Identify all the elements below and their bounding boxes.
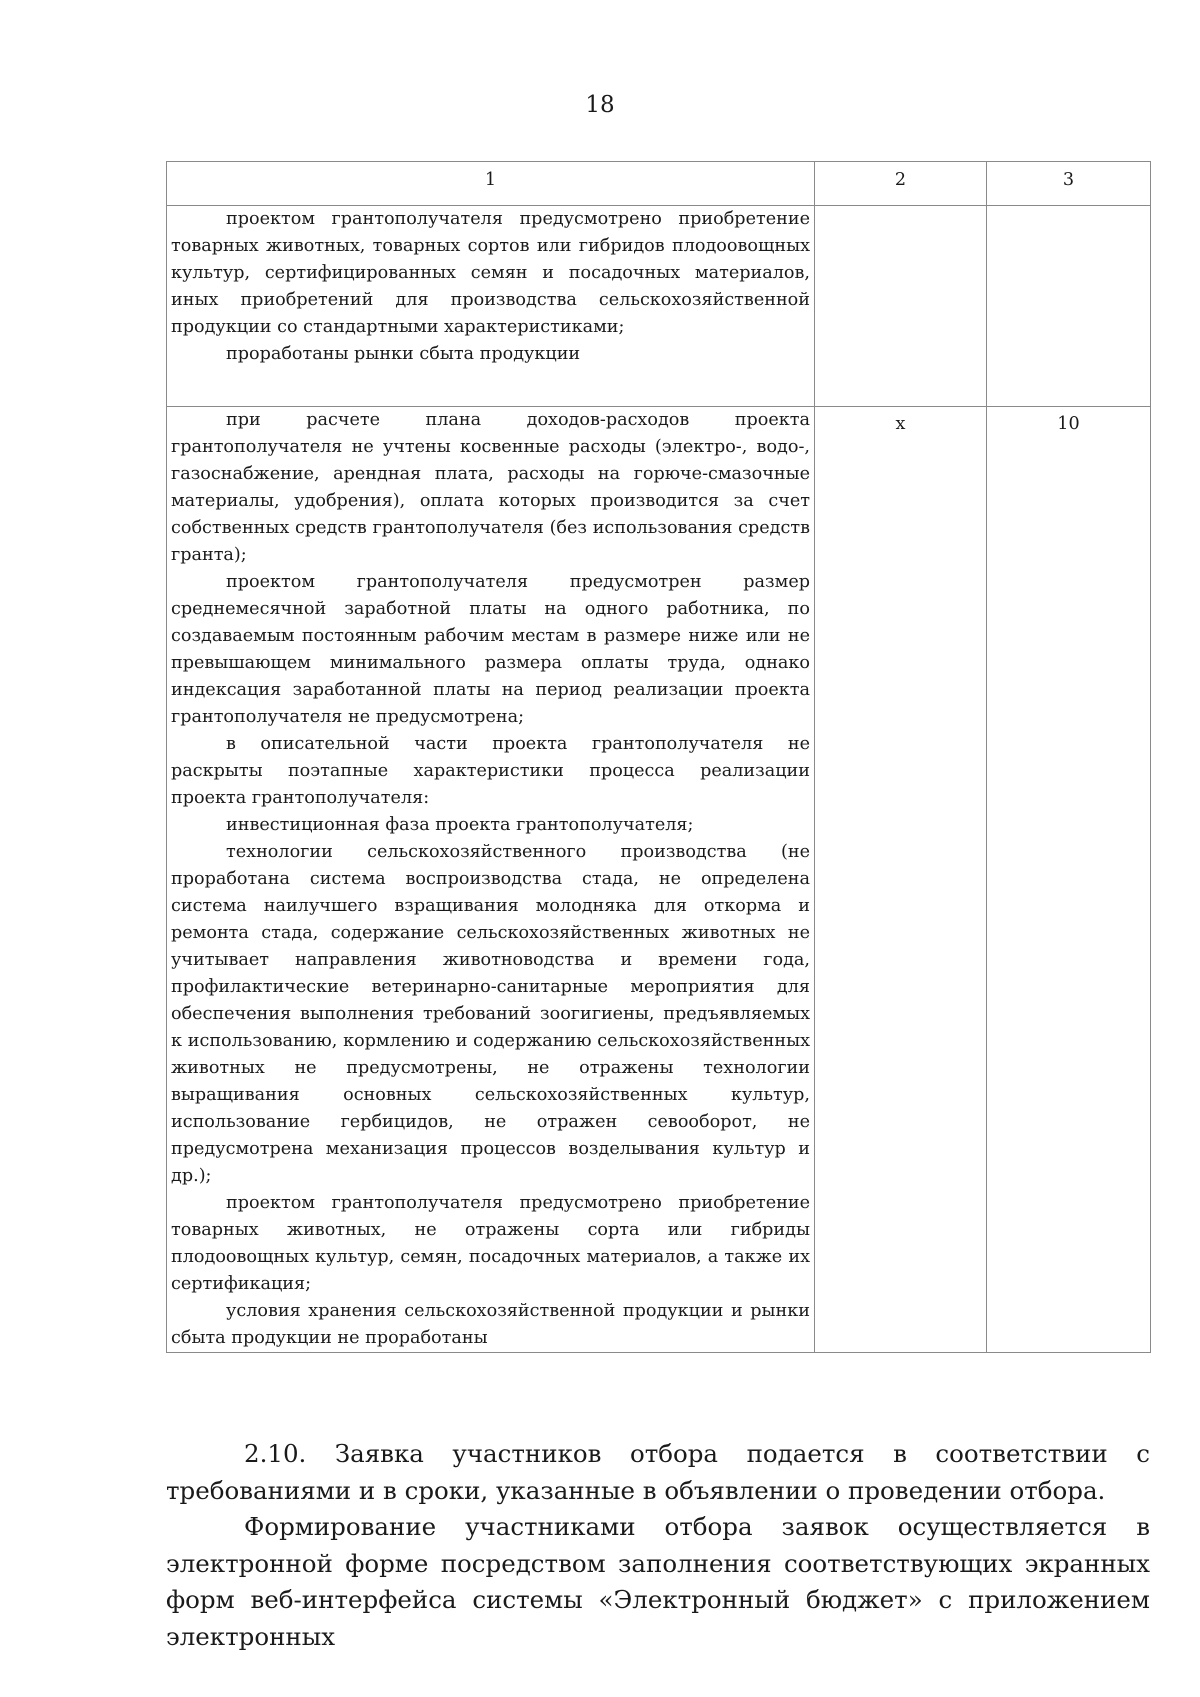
criteria-text-cell: [167, 407, 815, 1353]
table-row: [167, 407, 1151, 1353]
criteria-paragraph: проектом грантополучателя предусмотрен размер среднемесячной заработной платы на одного работника, по создаваемым постоянным рабочим местам в размере ниже или не превышающем минимального размера оплаты труда, однако индексация заработанной платы на период реализации проекта грантополучателя не предусмотрена;: [171, 572, 810, 727]
criteria-paragraph: инвестиционная фаза проекта грантополучателя;: [226, 815, 694, 835]
column-header-3: 3: [987, 162, 1151, 206]
criteria-text-cell: [167, 206, 815, 407]
criteria-paragraph: технологии сельскохозяйственного производства (не проработана система воспроизводства стада, не определена система наилучшего взращивания молодняка для откорма и ремонта стада, содержание сельскохозяйственных животных не учитывает направления животноводства и времени года, профилактические ветеринарно-санитарные мероприятия для обеспечения выполнения требований зоогигиены, предъявляемых к использованию, кормлению и содержанию сельскохозяйственных животных не предусмотрены, не отражены технологии выращивания основных сельскохозяйственных культур, использование гербицидов, не отражен севооборот, не предусмотрена механизация процессов возделывания культур и др.);: [171, 842, 810, 1186]
criteria-paragraph: условия хранения сельскохозяйственной продукции и рынки сбыта продукции не проработаны: [171, 1301, 810, 1348]
column-header-1: 1: [167, 162, 815, 206]
mark-cell: [815, 206, 987, 407]
column-header-2: 2: [815, 162, 987, 206]
page-number: 18: [585, 92, 615, 118]
criteria-paragraph: при расчете плана доходов-расходов проекта грантополучателя не учтены косвенные расходы (электро-, водо-, газоснабжение, арендная плата, расходы на горюче-смазочные материалы, удобрения), оплата которых производится за счет собственных средств грантополучателя (без использования средств гранта);: [171, 410, 810, 565]
criteria-paragraph: проектом грантополучателя предусмотрено приобретение товарных животных, товарных сортов или гибридов плодоовощных культур, сертифицированных семян и посадочных материалов, иных приобретений для производства сельскохозяйственной продукции со стандартными характеристиками;: [171, 209, 810, 337]
table-row: [167, 206, 1151, 407]
criteria-table: [166, 161, 1151, 1353]
body-paragraph: 2.10. Заявка участников отбора подается в соответствии с требованиями и в сроки, указанные в объявлении о проведении отбора.: [166, 1439, 1150, 1505]
score-cell: [987, 206, 1151, 407]
table-header-row: [167, 162, 1151, 206]
body-paragraph: Формирование участниками отбора заявок осуществляется в электронной форме посредством заполнения соответствующих экранных форм веб-интерфейса системы «Электронный бюджет» с приложением электронных: [166, 1512, 1150, 1651]
criteria-paragraph: проектом грантополучателя предусмотрено приобретение товарных животных, не отражены сорта или гибриды плодоовощных культур, семян, посадочных материалов, а также их сертификация;: [171, 1193, 810, 1294]
criteria-paragraph: проработаны рынки сбыта продукции: [226, 344, 581, 364]
criteria-paragraph: в описательной части проекта грантополучателя не раскрыты поэтапные характеристики процесса реализации проекта грантополучателя:: [171, 734, 810, 808]
score-cell: 10: [987, 407, 1151, 1353]
mark-cell: х: [815, 407, 987, 1353]
body-text: [166, 1436, 1150, 1655]
